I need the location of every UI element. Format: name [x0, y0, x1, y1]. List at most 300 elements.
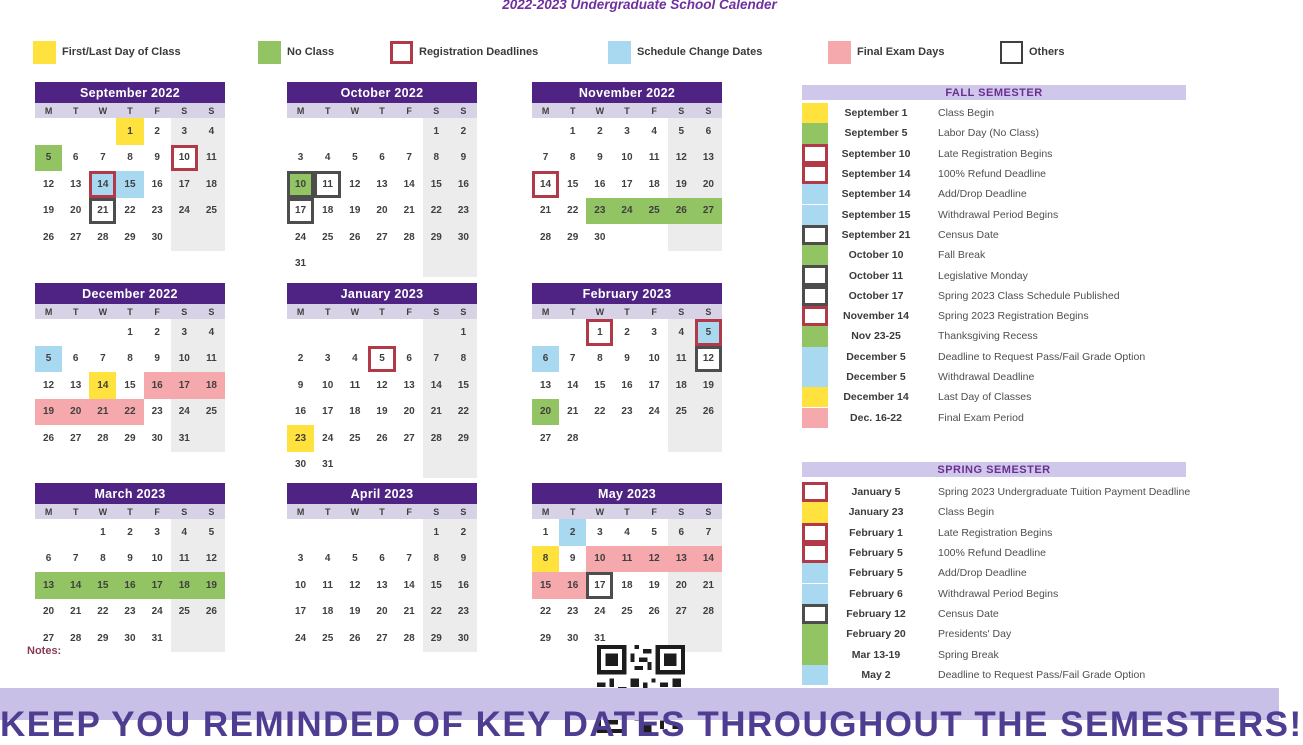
calendar-day-cell: 30	[450, 625, 477, 652]
calendar-day-cell	[668, 224, 695, 251]
calendar-day-cell	[341, 519, 368, 546]
calendar-day-cell: 6	[379, 152, 385, 164]
key-date-row	[802, 408, 1024, 428]
calendar-day-cell: 14	[403, 178, 415, 190]
calendar-day-cell: 16	[621, 379, 633, 391]
calendar-day-cell: 30	[124, 632, 136, 644]
calendar-day-cell: 13	[376, 579, 388, 591]
calendar-day-cell: 25	[171, 599, 198, 626]
calendar-day-cell: 24	[171, 399, 198, 426]
key-date-description: Presidents' Day	[938, 628, 1012, 641]
calendar-day-cell: 13	[540, 379, 552, 391]
calendar-day-cell	[35, 519, 62, 546]
calendar-day-cell: 14	[89, 171, 116, 198]
key-date-swatch-icon	[802, 225, 828, 245]
calendar-day-cell: 12	[198, 546, 225, 573]
dow-label: F	[406, 506, 412, 517]
calendar-day-cell	[171, 224, 198, 251]
legend-label: Schedule Change Dates	[637, 46, 763, 58]
calendar-day-cell: 22	[540, 606, 552, 618]
calendar-month-title: April 2023	[287, 483, 477, 504]
calendar-day-cell: 5	[352, 152, 358, 164]
calendar-month-title: May 2023	[532, 483, 722, 504]
calendar-day-cell: 31	[171, 425, 198, 452]
calendar-day-cell: 3	[171, 319, 198, 346]
calendar-day-cell: 7	[100, 353, 106, 365]
calendar-day-cell: 25	[621, 606, 633, 618]
calendar-day-cell: 13	[70, 379, 82, 391]
dow-label: S	[460, 306, 467, 317]
key-date-description: Fall Break	[938, 249, 986, 262]
dow-label: S	[678, 306, 685, 317]
key-date-row	[802, 347, 1145, 367]
calendar-day-cell: 7	[406, 553, 412, 565]
key-date-row	[802, 144, 1052, 164]
calendar-day-cell: 17	[287, 198, 314, 225]
key-date-description: Final Exam Period	[938, 411, 1024, 424]
calendar-day-cell: 1	[100, 526, 106, 538]
calendar-day-cell	[668, 425, 695, 452]
page-title: 2022-2023 Undergraduate School Calender	[502, 0, 777, 12]
calendar-day-cell: 28	[97, 231, 109, 243]
calendar-day-cell	[695, 625, 722, 652]
calendar-day-cell: 18	[668, 372, 695, 399]
legend-item-pink	[828, 40, 944, 64]
calendar-day-cell: 16	[559, 572, 586, 599]
calendar-dow-header	[287, 103, 477, 118]
calendar-day-cell: 18	[621, 579, 633, 591]
key-date-swatch-icon	[802, 123, 828, 143]
key-date-row	[802, 523, 1052, 543]
key-date-swatch-icon	[802, 408, 828, 428]
key-date-row	[802, 286, 1120, 306]
calendar-day-cell: 20	[376, 205, 388, 217]
calendar-day-cell: 9	[597, 152, 603, 164]
calendar-day-cell: 20	[668, 572, 695, 599]
key-date-row	[802, 644, 999, 664]
calendar-day-cell	[613, 425, 640, 452]
calendar-day-cell: 2	[450, 118, 477, 145]
dow-label: F	[651, 105, 657, 116]
calendar-day-cell: 20	[70, 205, 82, 217]
calendar-day-cell: 27	[376, 632, 388, 644]
calendar-day-cell: 29	[423, 224, 450, 251]
calendar-day-cell: 1	[116, 118, 143, 145]
calendar-day-cell: 5	[668, 118, 695, 145]
key-date-swatch-icon	[802, 164, 828, 184]
calendar-day-cell: 10	[171, 145, 198, 172]
calendar-day-cell: 22	[116, 399, 143, 426]
key-date-swatch-icon	[802, 184, 828, 204]
dow-label: T	[379, 306, 385, 317]
calendar-dow-header	[287, 304, 477, 319]
calendar-day-cell	[368, 452, 395, 479]
dow-label: F	[154, 506, 160, 517]
calendar-day-cell: 18	[322, 606, 334, 618]
calendar-day-cell: 30	[567, 632, 579, 644]
calendar-day-cell	[586, 425, 613, 452]
calendar-day-cell: 4	[651, 125, 657, 137]
key-date-row	[802, 103, 994, 123]
calendar-day-cell: 12	[349, 178, 361, 190]
dow-label: T	[379, 105, 385, 116]
calendar-day-cell: 2	[154, 125, 160, 137]
key-date-date: Mar 13-19	[851, 648, 901, 661]
calendar-day-cell: 3	[651, 326, 657, 338]
calendar-day-cell: 13	[70, 178, 82, 190]
calendar-day-cell: 20	[43, 606, 55, 618]
calendar-day-cell: 6	[532, 346, 559, 373]
calendar-day-cell: 28	[403, 632, 415, 644]
key-date-row	[802, 225, 999, 245]
key-date-date: December 5	[846, 350, 906, 363]
spring-semester-header: SPRING SEMESTER	[802, 462, 1186, 477]
calendar-day-cell	[198, 224, 225, 251]
key-date-description: Withdrawal Period Begins	[938, 587, 1059, 600]
calendar-month-title: November 2022	[532, 82, 722, 103]
calendar-day-cell	[89, 118, 116, 145]
calendar-day-cell: 18	[198, 171, 225, 198]
calendar-day-cell	[396, 319, 423, 346]
key-date-swatch-icon	[802, 523, 828, 543]
calendar-day-cell	[62, 118, 89, 145]
key-date-description: Deadline to Request Pass/Fail Grade Option	[938, 668, 1146, 681]
calendar-day-cell: 2	[624, 326, 630, 338]
calendar-day-cell: 21	[70, 606, 82, 618]
calendar-day-cell: 8	[597, 353, 603, 365]
calendar-day-cell: 10	[287, 171, 314, 198]
dow-label: M	[541, 306, 550, 317]
calendar-day-cell: 13	[376, 178, 388, 190]
calendar-day-cell: 29	[567, 231, 579, 243]
key-date-description: Legislative Monday	[938, 269, 1028, 282]
calendar-day-cell: 20	[695, 171, 722, 198]
calendar-day-cell: 17	[621, 178, 633, 190]
calendar-day-cell: 27	[70, 432, 82, 444]
fall-semester-header: FALL SEMESTER	[802, 85, 1186, 100]
calendar-day-cell: 10	[621, 152, 633, 164]
calendar-month	[35, 82, 225, 251]
calendar-day-cell: 26	[349, 231, 361, 243]
calendar-day-cell: 6	[695, 118, 722, 145]
calendar-day-grid	[35, 519, 225, 652]
calendar-day-cell	[89, 319, 116, 346]
calendar-day-cell: 21	[89, 198, 116, 225]
legend-swatch-icon	[1000, 41, 1023, 64]
calendar-day-cell: 9	[569, 553, 576, 565]
calendar-day-cell: 30	[295, 459, 307, 471]
calendar-day-cell: 31	[151, 632, 163, 644]
key-date-description: 100% Refund Deadline	[938, 547, 1046, 560]
calendar-day-grid	[35, 319, 225, 452]
calendar-day-cell: 14	[695, 546, 722, 573]
calendar-month	[35, 483, 225, 652]
calendar-day-cell: 27	[695, 198, 722, 225]
calendar-day-cell: 27	[376, 231, 388, 243]
calendar-day-cell: 16	[450, 572, 477, 599]
calendar-day-cell: 29	[423, 625, 450, 652]
calendar-day-cell: 1	[423, 118, 450, 145]
calendar-day-cell: 25	[668, 399, 695, 426]
calendar-day-cell: 7	[100, 152, 106, 164]
calendar-day-cell: 26	[648, 606, 660, 618]
key-date-description: Spring Break	[938, 648, 999, 661]
calendar-day-cell: 23	[151, 406, 163, 418]
calendar-day-cell: 21	[540, 205, 552, 217]
calendar-day-cell: 3	[297, 152, 304, 164]
dow-label: T	[624, 506, 630, 517]
key-date-row	[802, 584, 1058, 604]
dow-label: S	[460, 105, 467, 116]
calendar-day-cell: 8	[569, 152, 576, 164]
calendar-day-cell: 4	[324, 152, 331, 164]
key-date-swatch-icon	[802, 584, 828, 604]
calendar-day-cell: 19	[376, 406, 388, 418]
dow-label: F	[406, 306, 412, 317]
calendar-month-title: January 2023	[287, 283, 477, 304]
calendar-month-title: September 2022	[35, 82, 225, 103]
calendar-day-cell: 16	[144, 372, 171, 399]
calendar-day-cell: 5	[35, 346, 62, 373]
calendar-day-cell	[396, 452, 423, 479]
calendar-day-cell: 16	[450, 171, 477, 198]
key-date-swatch-icon	[802, 265, 828, 285]
calendar-day-cell	[35, 319, 62, 346]
calendar-day-cell: 18	[648, 178, 660, 190]
calendar-day-cell: 15	[532, 572, 559, 599]
calendar-day-cell: 1	[542, 526, 549, 538]
calendar-day-cell: 22	[124, 205, 136, 217]
calendar-dow-header	[35, 103, 225, 118]
dow-label: F	[154, 105, 160, 116]
bottom-banner	[0, 688, 1303, 744]
calendar-day-grid	[532, 519, 722, 652]
key-date-description: Withdrawal Period Begins	[938, 208, 1059, 221]
calendar-day-cell: 4	[352, 353, 358, 365]
calendar-day-cell: 2	[597, 125, 603, 137]
calendar-day-cell: 25	[641, 198, 668, 225]
calendar-day-cell	[314, 519, 341, 546]
calendar-day-cell: 5	[695, 319, 722, 346]
calendar-dow-header	[532, 504, 722, 519]
key-date-row	[802, 543, 1046, 563]
calendar-day-cell: 4	[198, 319, 225, 346]
dow-label: W	[595, 506, 605, 517]
key-date-date: October 11	[848, 269, 904, 282]
key-date-swatch-icon	[802, 245, 828, 265]
calendar-day-cell: 3	[624, 125, 630, 137]
key-date-date: September 10	[841, 147, 911, 160]
key-date-date: September 1	[844, 107, 908, 120]
calendar-day-cell	[396, 118, 423, 145]
key-date-swatch-icon	[802, 144, 828, 164]
calendar-day-cell: 17	[586, 572, 613, 599]
key-date-row	[802, 245, 985, 265]
key-date-swatch-icon	[802, 644, 828, 664]
calendar-day-cell: 28	[567, 432, 579, 444]
dow-label: W	[350, 105, 360, 116]
calendar-day-cell: 18	[349, 406, 361, 418]
calendar-day-cell	[450, 452, 477, 479]
calendar-day-cell: 30	[151, 231, 163, 243]
dow-label: T	[127, 506, 133, 517]
calendar-day-cell: 8	[127, 353, 133, 365]
legend-label: No Class	[287, 46, 335, 58]
calendar-day-cell: 29	[450, 425, 477, 452]
key-date-row	[802, 482, 1190, 502]
calendar-day-cell: 21	[423, 399, 450, 426]
dow-label: W	[350, 306, 360, 317]
calendar-day-cell: 28	[423, 425, 450, 452]
calendar-dow-header	[35, 504, 225, 519]
calendar-day-cell: 3	[171, 118, 198, 145]
key-date-row	[802, 367, 1034, 387]
calendar-day-cell: 13	[403, 379, 415, 391]
key-date-date: February 1	[849, 526, 903, 539]
key-date-description: Withdrawal Deadline	[938, 371, 1035, 384]
calendar-day-cell: 10	[322, 379, 334, 391]
calendar-day-cell: 3	[324, 353, 331, 365]
key-date-swatch-icon	[802, 205, 828, 225]
calendar-day-cell: 18	[322, 205, 334, 217]
key-date-description: Add/Drop Deadline	[938, 188, 1027, 201]
calendar-day-cell: 6	[406, 353, 412, 365]
calendar-day-cell	[423, 319, 450, 346]
dow-label: T	[127, 306, 133, 317]
calendar-day-cell: 18	[198, 372, 225, 399]
key-date-date: February 6	[849, 587, 903, 600]
key-date-swatch-icon	[802, 103, 828, 123]
legend-swatch-icon	[390, 41, 413, 64]
calendar-day-cell: 7	[695, 519, 722, 546]
calendar-day-cell: 23	[586, 198, 613, 225]
calendar-day-cell: 9	[450, 546, 477, 573]
dow-label: S	[181, 506, 188, 517]
key-date-date: September 14	[841, 168, 911, 181]
calendar-day-cell: 8	[532, 546, 559, 573]
calendar-day-cell: 27	[43, 632, 55, 644]
calendar-day-cell: 20	[376, 606, 388, 618]
calendar-day-cell: 1	[586, 319, 613, 346]
calendar-day-cell: 24	[322, 432, 334, 444]
calendar-day-cell: 9	[127, 553, 133, 565]
key-date-row	[802, 563, 1027, 583]
calendar-day-cell: 9	[624, 353, 630, 365]
calendar-day-cell: 21	[567, 406, 579, 418]
key-date-swatch-icon	[802, 367, 828, 387]
key-date-date: November 14	[843, 310, 909, 323]
calendar-day-cell: 18	[171, 572, 198, 599]
calendar-day-cell: 23	[621, 406, 633, 418]
calendar-day-cell: 7	[423, 346, 450, 373]
key-date-date: December 14	[843, 391, 909, 404]
dow-label: S	[208, 105, 215, 116]
key-date-date: Dec. 16-22	[850, 411, 902, 424]
key-date-description: Class Begin	[938, 107, 995, 120]
calendar-day-cell: 1	[450, 319, 477, 346]
calendar-day-cell: 28	[695, 599, 722, 626]
legend-item-red-outline	[390, 40, 538, 64]
dow-label: M	[541, 105, 550, 116]
calendar-day-cell: 20	[532, 399, 559, 426]
key-date-date: September 14	[841, 188, 911, 201]
calendar-month	[287, 483, 477, 652]
calendar-day-cell: 12	[695, 346, 722, 373]
calendar-day-cell	[287, 118, 314, 145]
calendar-day-cell: 19	[349, 606, 361, 618]
calendar-day-cell: 22	[423, 599, 450, 626]
dow-label: T	[569, 306, 576, 317]
calendar-day-grid	[287, 118, 477, 277]
key-date-row	[802, 665, 1145, 685]
calendar-day-cell: 19	[43, 205, 55, 217]
key-date-date: Nov 23-25	[851, 330, 901, 343]
dow-label: W	[98, 306, 108, 317]
calendar-day-cell: 8	[423, 145, 450, 172]
calendar-month-title: February 2023	[532, 283, 722, 304]
dow-label: W	[595, 306, 605, 317]
legend-item-green	[258, 40, 334, 64]
calendar-month-title: March 2023	[35, 483, 225, 504]
calendar-day-cell: 11	[613, 546, 640, 573]
calendar-month	[532, 483, 722, 652]
calendar-day-cell: 19	[349, 205, 361, 217]
calendar-day-cell: 15	[450, 372, 477, 399]
calendar-day-cell: 5	[35, 145, 62, 172]
key-date-row	[802, 604, 999, 624]
calendar-day-cell	[314, 251, 341, 278]
dow-label: F	[154, 306, 160, 317]
calendar-day-cell: 9	[450, 145, 477, 172]
key-date-date: September 21	[841, 228, 911, 241]
calendar-day-cell: 24	[594, 606, 606, 618]
key-date-description: Spring 2023 Undergraduate Tuition Payment Deadline	[938, 486, 1191, 499]
key-date-description: Class Begin	[938, 506, 995, 519]
calendar-day-cell: 14	[567, 379, 579, 391]
calendar-day-cell: 7	[72, 553, 79, 565]
calendar-day-cell	[35, 118, 62, 145]
dow-label: S	[433, 506, 440, 517]
calendar-day-cell: 25	[349, 432, 361, 444]
calendar-day-cell: 20	[403, 406, 415, 418]
calendar-day-cell: 15	[124, 379, 136, 391]
calendar-day-cell	[368, 118, 395, 145]
calendar-day-cell: 11	[668, 346, 695, 373]
key-date-description: 100% Refund Deadline	[938, 168, 1046, 181]
key-date-date: January 23	[848, 506, 904, 519]
calendar-day-cell	[171, 625, 198, 652]
calendar-day-cell	[198, 425, 225, 452]
calendar-day-cell: 28	[97, 432, 109, 444]
calendar-day-cell	[341, 452, 368, 479]
legend-swatch-icon	[33, 41, 56, 64]
dow-label: S	[678, 105, 685, 116]
key-date-date: October 17	[848, 289, 904, 302]
calendar-day-cell: 11	[648, 152, 660, 164]
dow-label: W	[98, 105, 108, 116]
calendar-day-cell	[341, 319, 368, 346]
calendar-day-cell: 21	[89, 399, 116, 426]
dow-label: S	[181, 306, 188, 317]
calendar-day-cell: 24	[613, 198, 640, 225]
legend-item-blue	[608, 40, 762, 64]
calendar-day-cell: 4	[324, 553, 331, 565]
calendar-day-cell: 8	[423, 546, 450, 573]
key-date-date: October 10	[848, 249, 904, 262]
calendar-day-cell: 9	[154, 152, 160, 164]
calendar-day-cell: 4	[668, 319, 695, 346]
calendar-day-cell: 31	[322, 459, 334, 471]
